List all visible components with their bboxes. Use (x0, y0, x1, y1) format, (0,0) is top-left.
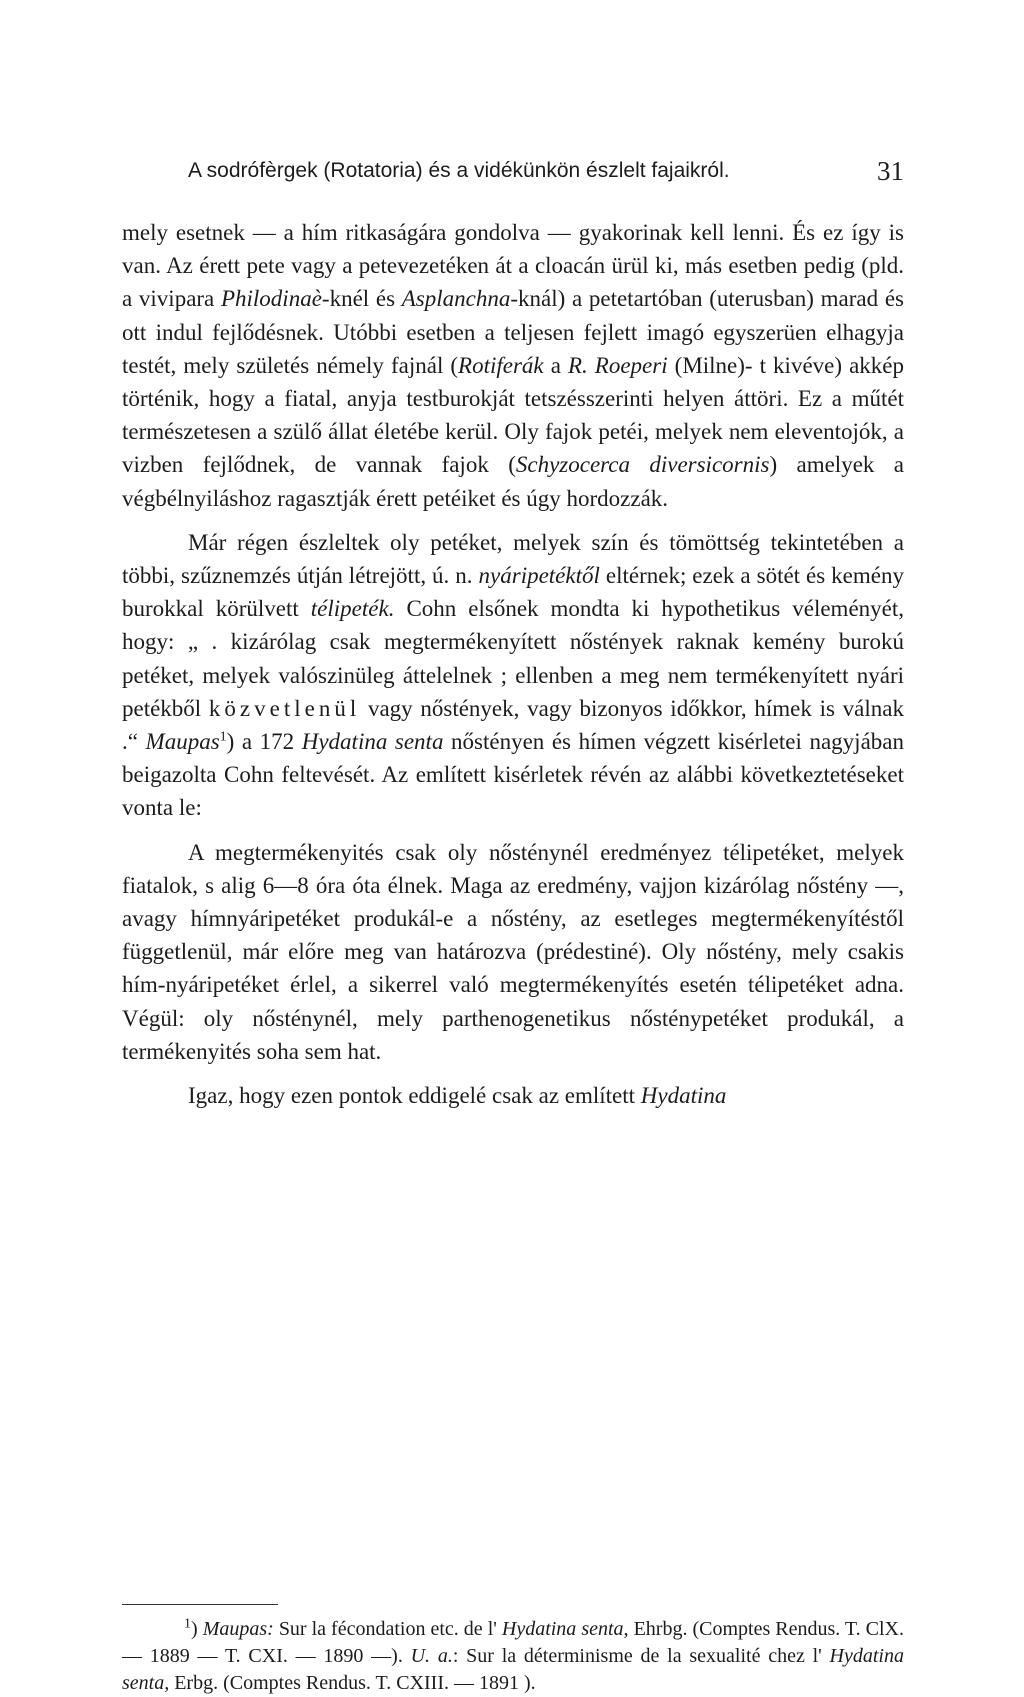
text-run: : Sur la déterminisme de la sexualité chez l' (452, 1645, 830, 1667)
taxon-name: Schyzocerca diversicornis (515, 452, 770, 478)
body-text (122, 216, 904, 1112)
footnotes (122, 1616, 904, 1697)
text-run: ) a 172 (226, 729, 302, 755)
running-title: A sodrófèrgek (Rotatoria) és a vidékünkön észlelt fajaikról. (188, 159, 730, 182)
text-run: Cohn elsőnek mondta ki hypothetikus véleményét, hogy: „ . kizárólag csak megtermékenyített nőstények raknak kemény burokú petéket, melyek valószinüleg áttelelnek ; ellenben a meg nem termékenyített nyári petékből (122, 596, 905, 721)
footnote-divider (122, 1604, 278, 1605)
text-run: -knél és (321, 286, 402, 312)
term: nyáripetéktől (478, 563, 600, 589)
paragraph-1 (122, 216, 904, 515)
text-run: mely esetnek — a hím ritkaságára gondolva — gyakorinak kell lenni. És ez így is van. Az érett pete vagy a petevezetéken át a cloacán ürül ki, más esetben pedig (pld. a vivipara (122, 220, 904, 312)
text-run: -knál) a petetartóban (uterusban) marad és ott indul fejlődésnek. Utóbbi esetben a teljesen fejlett imagó egyszerüen elhagyja testét, mely születés némely fajnál ( (122, 286, 904, 378)
taxon-name: R. Roeperi (567, 352, 668, 378)
taxon-name: Hydatina senta, (501, 1618, 629, 1640)
paragraph-3: A megtermékenyités csak oly nősténynél eredményez télipetéket, melyek fiatalok, s alig 6—8 óra óta élnek. Maga az eredmény, vajjon kizárólag nőstény —, avagy hímnyáripetéket produkál-e a nőstény, az esetleges megtermékenyítéstől függetlenül, már előre meg van határozva (prédestiné). Oly nőstény, mely csakis hím-nyáripetéket érlel, a sikerrel való megtermékenyítés esetén télipetéket adna. Végül: oly nősténynél, mely parthenogenetikus nősténypetéket produkál, a termékenyités soha sem hat. (122, 839, 904, 1064)
text-run: (Milne)- t kivéve) akkép történik, hogy a fiatal, anyja testburokját tetszésszerinti helyen áttöri. Ez a műtét természetesen a szülő állat életébe kerül. Oly fajok petéi, melyek nem eleventojók, a vizben fejlődnek, de vannak fajok ( (122, 352, 904, 478)
author-name: Maupas (145, 729, 220, 755)
author-name: Maupas: (202, 1618, 274, 1640)
running-header (122, 154, 904, 188)
paragraph-4 (122, 1079, 904, 1112)
taxon-name: Philodinaè (220, 286, 322, 312)
footnote-mark: 1 (184, 1616, 191, 1632)
text-run: Sur la fécondation etc. de l' (273, 1618, 502, 1640)
text-run: vagy nőstények, vagy bizonyos időkkor, hímek is válnak .“ (122, 695, 904, 755)
text-run: nőstényen és hímen végzett kisérletei nagyjában beigazolta Cohn feltevését. Az említett kisérletek révén az alábbi következtetéseket vonta le: (122, 729, 904, 821)
footnote-ref[interactable]: 1 (219, 729, 227, 745)
text-run: Erbg. (Comptes Rendus. T. CXIII. — 1891 ). (169, 1672, 536, 1694)
taxon-name: Rotiferák (458, 352, 544, 378)
footnote-1 (122, 1616, 904, 1697)
text-run: ) (191, 1618, 203, 1640)
text-run: eltérnek; ezek a sötét és kemény burokkal körülvett (122, 563, 904, 622)
taxon-name: Asplanchna (401, 286, 511, 312)
text-run: Már régen észleltek oly petéket, melyek szín és tömöttség tekintetében a többi, szűznemzés útján létrejött, ú. n. (122, 529, 904, 589)
taxon-name: Hydatina (640, 1083, 727, 1109)
abbreviation: U. a. (410, 1645, 453, 1667)
text-run: Igaz, hogy ezen pontok eddigelé csak az említett (188, 1083, 641, 1109)
emphasized-word: közvetlenül (208, 695, 361, 721)
text-run: a (543, 352, 568, 378)
page-number: 31 (877, 156, 904, 186)
text-run: ) amelyek a végbélnyiláshoz ragasztják érett petéiket és úgy hordozzák. (122, 452, 904, 511)
term: télipeték. (310, 596, 395, 622)
text-run: Ehrbg. (Comptes Rendus. T. ClX. — 1889 — T. CXI. — 1890 —). (122, 1618, 904, 1667)
paragraph-2 (122, 526, 904, 825)
taxon-name: Hydatina senta, (122, 1645, 904, 1694)
taxon-name: Hydatina senta (301, 729, 444, 755)
